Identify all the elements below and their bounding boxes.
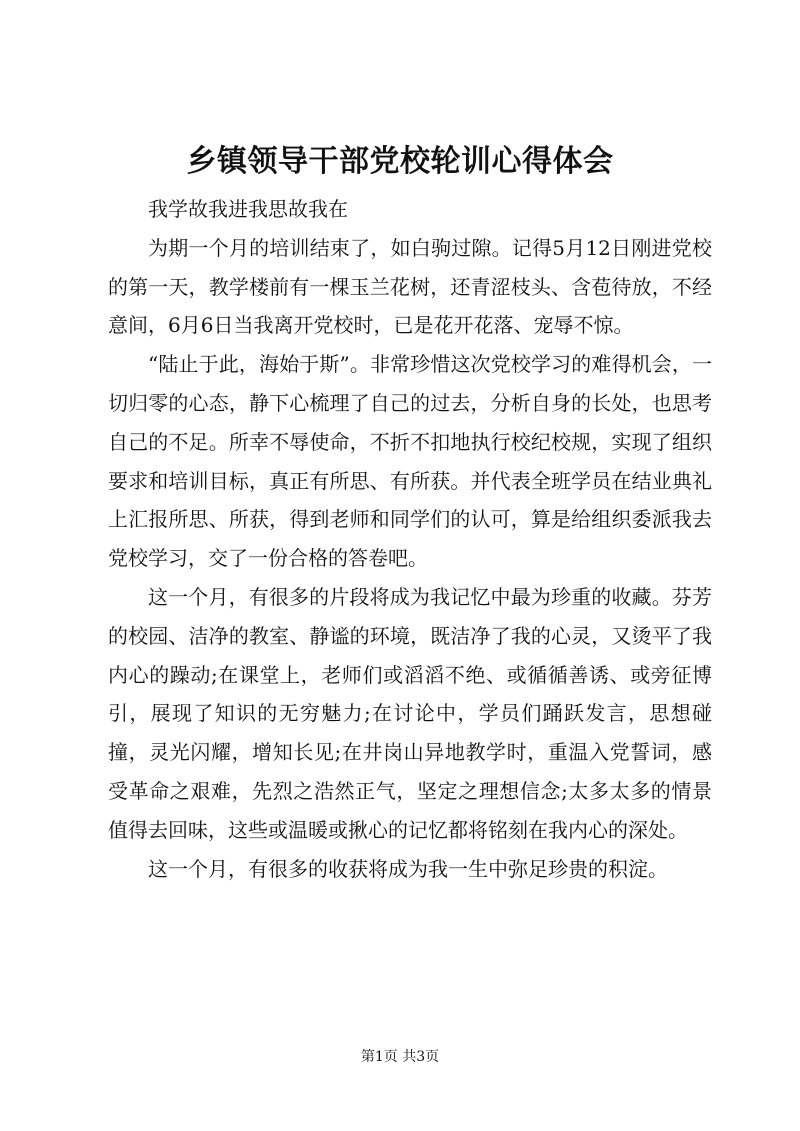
document-title: 乡镇领导干部党校轮训心得体会 (186, 144, 614, 179)
paragraph-4: 这一个月，有很多的收获将成为我一生中弥足珍贵的积淀。 (148, 856, 668, 881)
paragraph-1: 为期一个月的培训结束了，如白驹过隙。记得5月12日刚进党校的第一天，教学楼前有一棵玉兰花树，还青涩枝头、含苞待放，不经意间，6月6日当我离开党校时，已是花开花落、宠辱不惊。 (108, 235, 712, 338)
paragraph-3: 这一个月，有很多的片段将成为我记忆中最为珍重的收藏。芬芳的校园、洁净的教室、静谧的环境，既洁净了我的心灵，又烫平了我内心的躁动;在课堂上，老师们或滔滔不绝、或循循善诱、或旁征博引，展现了知识的无穷魅力;在讨论中，学员们踊跃发言，思想碰撞，灵光闪耀，增知长见;在井岗山异地教学时，重温入党誓词，感受革命之艰难，先烈之浩然正气，坚定之理想信念;太多太多的情景值得去回味，这些或温暖或揪心的记忆都将铭刻在我内心的深处。 (108, 584, 712, 842)
paragraph-2: “陆止于此，海始于斯”。非常珍惜这次党校学习的难得机会，一切归零的心态，静下心梳理了自己的过去，分析自身的长处，也思考自己的不足。所幸不辱使命，不折不扣地执行校纪校规，实现了组织要求和培训目标，真正有所思、有所获。并代表全班学员在结业典礼上汇报所思、所获，得到老师和同学们的认可，算是给组织委派我去党校学习，交了一份合格的答卷吧。 (108, 352, 712, 571)
page-number-footer: 第1页 共3页 (360, 1049, 440, 1065)
paragraph-subtitle: 我学故我进我思故我在 (148, 197, 348, 221)
document-body (108, 190, 712, 888)
